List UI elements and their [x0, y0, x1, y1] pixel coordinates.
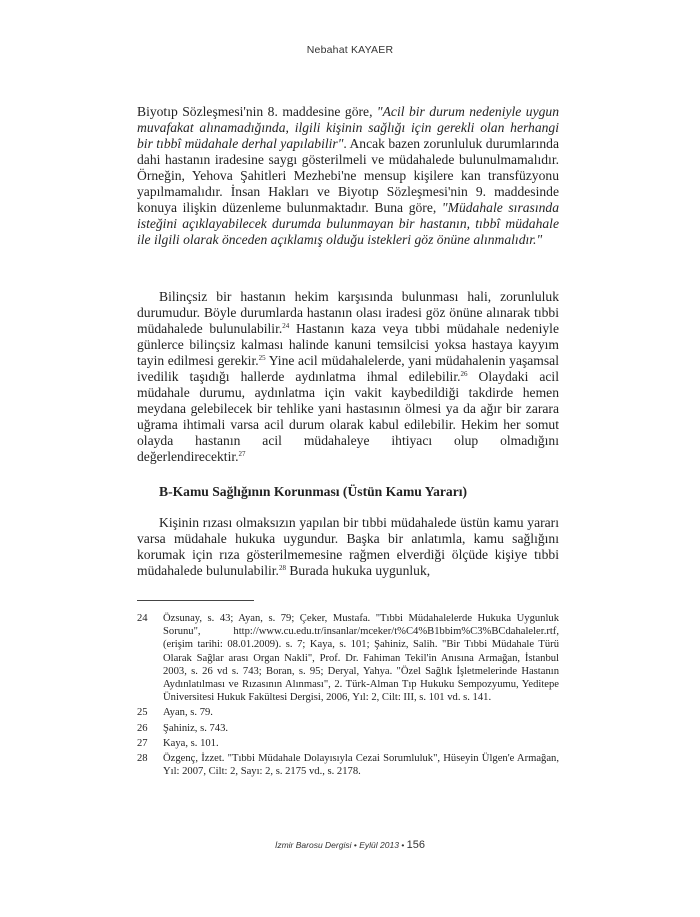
section-heading: B-Kamu Sağlığının Korunması (Üstün Kamu Yararı) — [159, 484, 468, 499]
footer-date: Eylül 2013 — [359, 840, 399, 850]
footnote-ref-24[interactable]: 24 — [282, 322, 290, 330]
footnote-ref-25[interactable]: 25 — [258, 354, 266, 362]
footnote-item — [137, 722, 559, 735]
footnote-ref-27[interactable]: 27 — [238, 450, 246, 458]
header-author: Nebahat KAYAER — [306, 44, 394, 56]
footnote-text: Özsunay, s. 43; Ayan, s. 79; Çeker, Mustafa. "Tıbbi Müdahalelerde Hukuka Uygunluk Sorunu", http://www.cu.edu.tr/insanlar/mceker/t%C4%B1bbim%C3%BCdahaleler.rtf, (erişim tarihi: 08.01.2009). s. 7; Kaya, s. 101; Şahiniz, Salih. "Bir Tıbbi Müdahale Türü Olarak Sağlar arası Organ Nakli", Prof. Dr. Fahiman Tekil'in Anısına Armağan, İstanbul 2003, s. 26 vd s. 743; Boran, s. 95; Deryal, Yahya. "Özel Sağlık İşletmelerinde Hastanın Aydınlatılması ve Rızasının Alınması", 2. Türk-Alman Tıp Hukuku Sempozyumu, Yeditepe Üniversitesi Hukuk Fakültesi Dergisi, 2006, Yıl: 2, Cilt: III, s. 101 vd. s. 141. — [163, 613, 559, 704]
p1-text-1: Biyotıp Sözleşmesi'nin 8. maddesine göre, — [137, 104, 377, 119]
footnote-item — [137, 752, 559, 778]
p3-text-2: Burada hukuka uygunluk, — [285, 563, 431, 578]
footnotes — [137, 612, 559, 780]
p1-quote-2: "Müdahale sırasında isteğini açıklayabilecek durumda bulunmayan bir hastanın, tıbbî müdahale ile ilgili olarak önceden açıklamış olduğu istekleri göz önüne alınmalıdır." — [137, 200, 560, 247]
footnote-text: Şahiniz, s. 743. — [163, 722, 229, 734]
footer-separator-2: • — [401, 840, 405, 850]
footnote-number: 27 — [137, 737, 148, 749]
footer-journal: İzmir Barosu Dergisi — [274, 840, 352, 850]
footnote-number: 25 — [137, 707, 148, 719]
footnote-ref-28[interactable]: 28 — [278, 564, 286, 572]
footnote-item — [137, 612, 559, 704]
footnote-item — [137, 737, 559, 750]
footer-separator: • — [353, 840, 357, 850]
p3-text-1: Kişinin rızası olmaksızın yapılan bir tıbbi müdahalede üstün kamu yararı varsa müdahale hukuka uygundur. Başka bir anlatımla, kamu sağlığını korumak için rıza gösterilmemesine rağmen elverdiği ölçüde kişiye tıbbi müdahalede bulunulabilir. — [137, 515, 559, 578]
p1-quote-1: "Acil bir durum nedeniyle uygun muvafakat alınamadığında, ilgili kişinin sağlığı için gerekli olan herhangi bir tıbbî müdahale derhal yapılabilir" — [137, 104, 559, 151]
footnote-text: Özgenç, İzzet. "Tıbbi Müdahale Dolayısıyla Cezai Sorumluluk", Hüseyin Ülgen'e Armağan, Yıl: 2007, Cilt: 2, Sayı: 2, s. 2175 vd., s. 2178. — [163, 753, 559, 778]
footnote-text: Ayan, s. 79. — [163, 707, 213, 719]
body-paragraph-2 — [137, 289, 559, 465]
running-header — [0, 44, 700, 56]
footnote-number: 24 — [137, 613, 148, 624]
body-paragraph-1 — [137, 104, 559, 248]
p1-text-2: . Ancak bazen zorunluluk durumlarında dahi hastanın iradesine saygı gösterilmeli ve müdahalede bulunulmamalıdır. Örneğin, Yehova Şahitleri Mezhebi'ne mensup kişilere kan transfüzyonu yapılmamalıdır. İnsan Hakları ve Biyotıp Sözleşmesi'nin 9. maddesinde konuya ilişkin düzenleme bulunmaktadır. Buna göre, — [137, 136, 560, 215]
page-number: 156 — [406, 839, 426, 851]
p2-text-2: Hastanın kaza veya tıbbi müdahale nedeniyle günlerce bilinçsiz kalması halinde kanuni temsilcisi yoksa hastaya kayyım tayin edilmesi gerekir. — [137, 321, 559, 368]
footnote-number: 28 — [137, 753, 148, 765]
footnote-text: Kaya, s. 101. — [163, 737, 219, 749]
footnote-separator — [137, 600, 254, 601]
footnote-ref-26[interactable]: 26 — [460, 370, 468, 378]
body-paragraph-3 — [137, 515, 559, 579]
section-heading-container — [137, 484, 559, 500]
p2-text-1: Bilinçsiz bir hastanın hekim karşısında bulunması hali, zorunluluk durumudur. Böyle durumlarda hastanın olası iradesi göz önüne alınarak tıbbi müdahalede bulunulabilir. — [137, 289, 559, 336]
footnote-number: 26 — [137, 722, 148, 734]
p2-text-4: Olaydaki acil müdahale durumu, aydınlatma için vakit kaybedildiği takdirde hemen meydana gelebilecek bir tehlike yani hastasının ölmesi ya da ağır bir zarara uğrama ihtimali varsa acil durum olarak kabul edilebilir. Hekim her somut olayda hastanın acil müdahaleye ihtiyacı olup olmadığını değerlendirecektir. — [137, 369, 559, 464]
footnote-item — [137, 706, 559, 719]
p2-text-3: Yine acil müdahalelerde, yani müdahalenin yaşamsal ivedilik taşıdığı hallerde aydınlatma ihmal edilebilir. — [137, 353, 559, 384]
running-footer — [0, 839, 700, 851]
